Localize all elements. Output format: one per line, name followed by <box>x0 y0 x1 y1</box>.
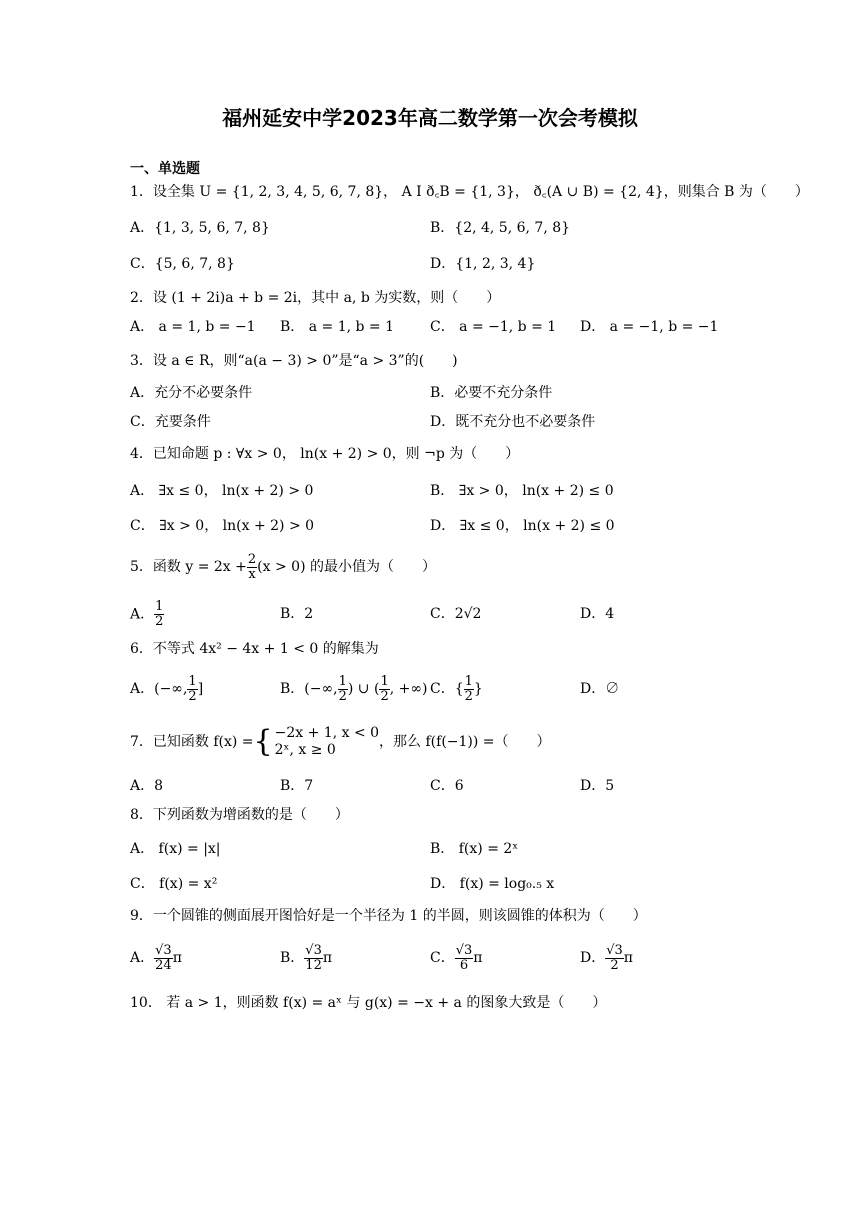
option-label: A． <box>130 950 155 966</box>
fraction-numerator: 2 <box>247 551 257 567</box>
option-b-post: , +∞) <box>389 681 428 697</box>
fraction-denominator: 2 <box>338 688 347 704</box>
brace-icon: { <box>253 724 273 759</box>
question-7-option-a: A．8 <box>130 778 164 794</box>
question-5-option-d: D．4 <box>580 606 615 622</box>
pi-symbol: π <box>473 950 483 966</box>
question-1-option-c: C．{5, 6, 7, 8} <box>130 256 235 272</box>
fraction-denominator: 2 <box>155 614 164 629</box>
question-7-stem <box>130 722 551 762</box>
fraction <box>154 600 164 629</box>
fraction <box>464 675 474 704</box>
question-1-option-b: B．{2, 4, 5, 6, 7, 8} <box>430 220 571 236</box>
fraction-numerator: 1 <box>380 673 389 689</box>
question-4-stem: 4．已知命题 p : ∀x > 0， ln(x + 2) > 0，则 ¬p 为（ ） <box>130 446 520 462</box>
fraction <box>187 675 197 704</box>
option-label: B． <box>280 950 305 966</box>
question-8-option-b: B． f(x) = 2ˣ <box>430 841 519 857</box>
option-b-mid: ) ∪ ( <box>347 681 380 697</box>
case-2: 2ˣ, x ≥ 0 <box>274 742 336 758</box>
case-1: −2x + 1, x < 0 <box>274 725 380 741</box>
fraction <box>304 944 323 973</box>
question-8-stem: 8．下列函数为增函数的是（ ） <box>130 807 349 823</box>
fraction-numerator: √3 <box>606 942 623 958</box>
question-6-option-a <box>130 674 203 704</box>
pi-symbol: π <box>623 950 633 966</box>
option-label: D． <box>580 950 606 966</box>
fraction-denominator: 2 <box>188 688 197 704</box>
question-7-stem-post: ，那么 f(f(−1)) =（ ） <box>379 734 551 750</box>
fraction <box>338 675 348 704</box>
question-4-option-c: C． ∃x > 0， ln(x + 2) > 0 <box>130 518 315 534</box>
question-3-option-d: D．既不充分也不必要条件 <box>430 414 596 430</box>
fraction <box>379 675 389 704</box>
fraction-denominator: 24 <box>155 957 172 973</box>
question-2-option-c: C． a = −1, b = 1 <box>430 319 557 335</box>
fraction-denominator: 2 <box>464 688 473 704</box>
option-label: C． <box>430 950 455 966</box>
question-3-option-a: A．充分不必要条件 <box>130 385 253 401</box>
fraction-denominator: x <box>248 566 256 582</box>
option-label: A． <box>130 606 155 623</box>
question-6-option-c <box>430 674 483 704</box>
question-7-stem-pre: 7．已知函数 f(x) = <box>130 734 254 750</box>
question-9-option-c <box>430 940 482 976</box>
question-9-option-a <box>130 940 182 976</box>
question-3-stem: 3．设 a ∈ R，则“a(a − 3) > 0”是“a > 3”的( ) <box>130 353 458 369</box>
question-3-option-c: C．充要条件 <box>130 414 211 430</box>
question-8-option-a: A． f(x) = |x| <box>130 841 221 857</box>
question-1-stem: 1．设全集 U = {1, 2, 3, 4, 5, 6, 7, 8}， A Ⅰ ð꜀B = {1, 3}， ð꜀(A ∪ B) = {2, 4}，则集合 B 为（ ） <box>130 184 809 200</box>
fraction-numerator: √3 <box>455 942 473 958</box>
question-6-option-d: D．∅ <box>580 681 620 697</box>
question-10-stem: 10． 若 a > 1，则函数 f(x) = aˣ 与 g(x) = −x + a 的图象大致是（ ） <box>130 995 607 1011</box>
page-title: 福州延安中学2023年高二数学第一次会考模拟 <box>222 106 638 130</box>
question-5-stem-pre: 5．函数 y = 2x + <box>130 559 247 575</box>
fraction-denominator: 2 <box>380 688 389 704</box>
option-a-pre: A．(−∞, <box>130 681 188 697</box>
fraction <box>154 944 173 973</box>
option-a-post: ] <box>197 681 204 697</box>
question-6-option-b <box>280 674 427 704</box>
option-c-pre: C．{ <box>430 681 464 697</box>
question-9-option-b <box>280 940 332 976</box>
fraction-denominator: 12 <box>305 957 322 973</box>
question-8-option-c: C． f(x) = x² <box>130 876 218 892</box>
question-2-option-d: D． a = −1, b = −1 <box>580 319 719 335</box>
fraction-numerator: √3 <box>305 942 322 958</box>
question-5-stem-post: (x > 0) 的最小值为（ ） <box>257 559 436 575</box>
option-b-pre: B．(−∞, <box>280 681 338 697</box>
fraction-denominator: 6 <box>459 957 469 973</box>
fraction-numerator: 1 <box>188 673 197 689</box>
fraction <box>605 944 624 973</box>
question-8-option-d: D． f(x) = log₀.₅ x <box>430 876 555 892</box>
section-heading: 一、单选题 <box>130 161 200 177</box>
question-5-option-c: C．2√2 <box>430 606 482 622</box>
question-4-option-b: B． ∃x > 0， ln(x + 2) ≤ 0 <box>430 483 614 499</box>
question-9-option-d <box>580 940 633 976</box>
question-7-option-c: C．6 <box>430 778 464 794</box>
option-c-post: } <box>473 681 483 697</box>
fraction-numerator: 1 <box>338 673 347 689</box>
question-4-option-d: D． ∃x ≤ 0， ln(x + 2) ≤ 0 <box>430 518 615 534</box>
fraction <box>247 553 257 582</box>
fraction <box>455 944 474 973</box>
question-9-stem: 9．一个圆锥的侧面展开图恰好是一个半径为 1 的半圆，则该圆锥的体积为（ ） <box>130 908 647 924</box>
question-1-option-a: A．{1, 3, 5, 6, 7, 8} <box>130 220 270 236</box>
fraction-numerator: 1 <box>155 599 164 614</box>
question-2-option-a: A． a = 1, b = −1 <box>130 319 256 335</box>
pi-symbol: π <box>322 950 333 966</box>
question-4-option-a: A． ∃x ≤ 0， ln(x + 2) > 0 <box>130 483 314 499</box>
fraction-denominator: 2 <box>610 957 619 973</box>
question-3-option-b: B．必要不充分条件 <box>430 385 553 401</box>
pi-symbol: π <box>172 950 182 966</box>
question-2-stem: 2．设 (1 + 2i)a + b = 2i，其中 a, b 为实数，则（ ） <box>130 290 501 306</box>
question-2-option-b: B． a = 1, b = 1 <box>280 319 395 335</box>
question-7-option-d: D．5 <box>580 778 615 794</box>
question-7-option-b: B．7 <box>280 778 314 794</box>
question-1-option-d: D．{1, 2, 3, 4} <box>430 256 536 272</box>
question-6-stem: 6．不等式 4x² − 4x + 1 < 0 的解集为 <box>130 641 379 657</box>
question-5-option-a <box>130 600 164 629</box>
piecewise-cases <box>275 725 379 759</box>
question-5-stem <box>130 548 436 586</box>
fraction-numerator: √3 <box>155 942 172 958</box>
fraction-numerator: 1 <box>464 673 473 689</box>
question-5-option-b: B．2 <box>280 606 314 622</box>
